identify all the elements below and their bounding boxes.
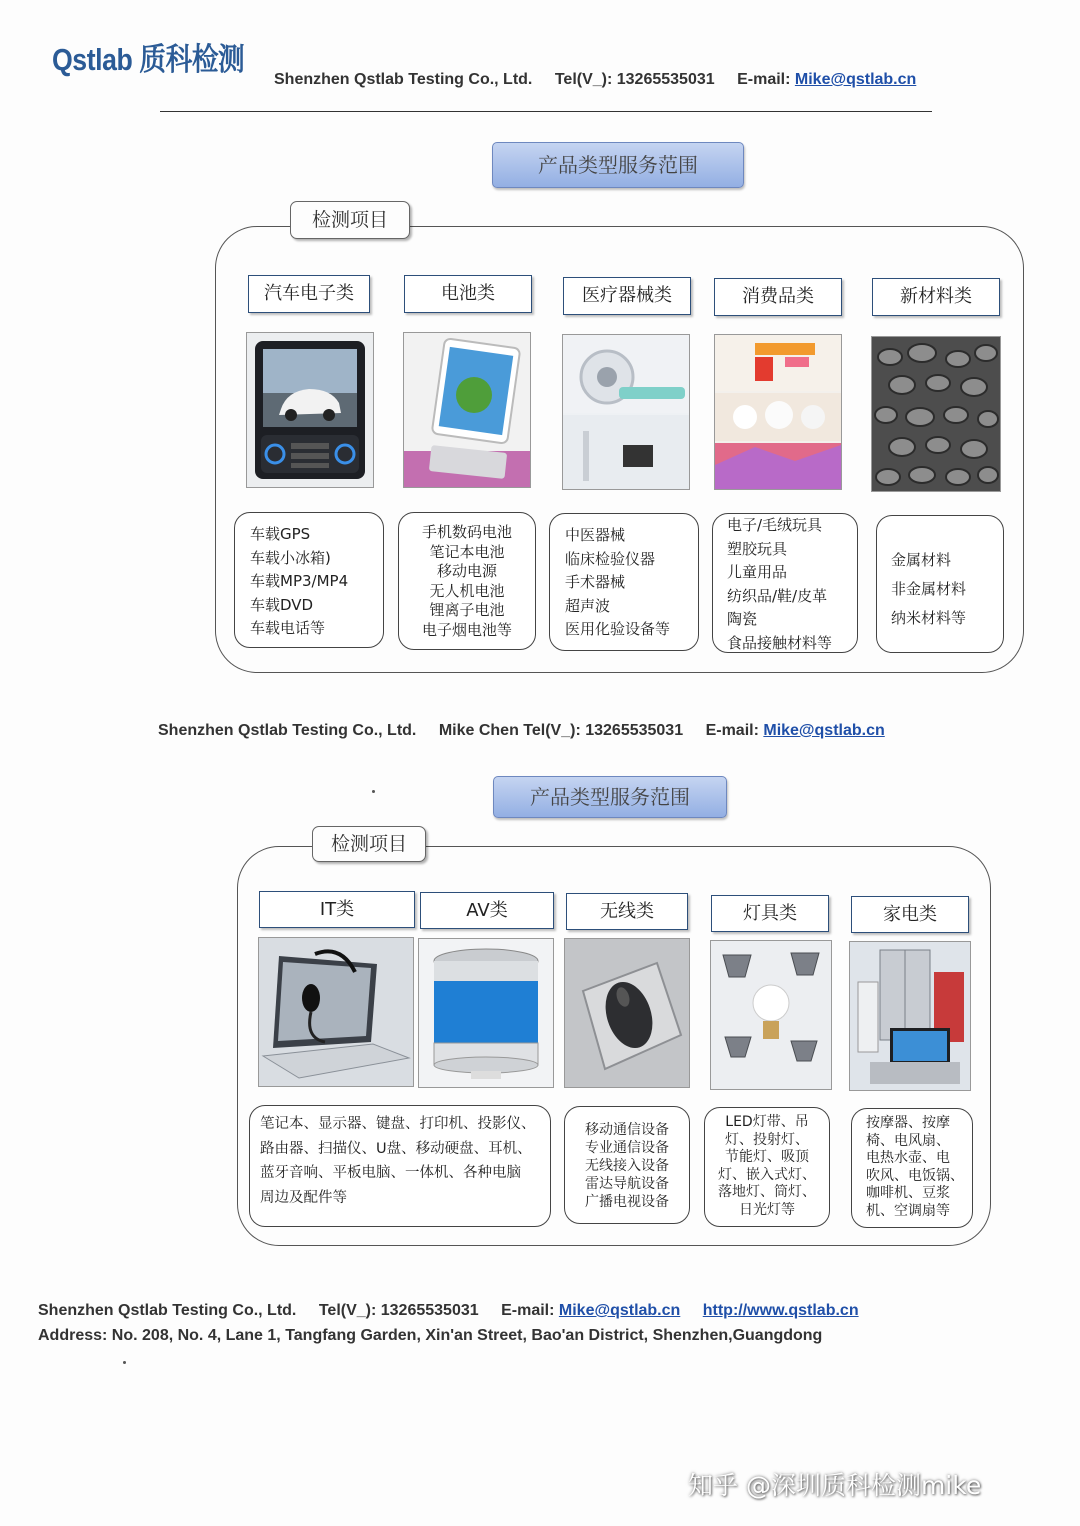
section2-tag: 检测项目 <box>312 826 426 862</box>
list-item: 蓝牙音响、平板电脑、一体机、各种电脑 <box>260 1165 521 1181</box>
list-item: LED灯带、吊 <box>725 1114 809 1130</box>
list-item: 车载GPS <box>250 525 311 543</box>
battery-tablet-image <box>403 332 531 488</box>
speaker-image <box>418 938 554 1088</box>
new-materials-items <box>876 515 1004 653</box>
list-item: 金属材料 <box>891 551 952 569</box>
service-scope-banner: 产品类型服务范围 <box>492 142 744 188</box>
list-item: 手术器械 <box>565 573 626 591</box>
list-item: 专业通信设备 <box>585 1140 669 1156</box>
list-item: 移动电源 <box>436 562 497 580</box>
list-item: 咖啡机、豆浆 <box>866 1185 950 1201</box>
list-item: 灯、嵌入式灯、 <box>718 1166 816 1183</box>
list-item: 雷达导航设备 <box>585 1176 669 1192</box>
mid-email-link[interactable]: Mike@qstlab.cn <box>763 722 885 739</box>
category-lighting: 灯具类 <box>711 895 829 932</box>
appliances-image <box>849 941 971 1091</box>
list-item: 灯、投射灯、 <box>725 1131 809 1148</box>
led-bulbs-image <box>710 940 832 1090</box>
category-consumer: 消费品类 <box>714 278 842 316</box>
list-item: 锂离子电池 <box>429 601 505 619</box>
footer-tel: Tel(V_): 13265535031 <box>318 1302 479 1319</box>
list-item: 车载电话等 <box>250 619 326 637</box>
list-item: 移动通信设备 <box>585 1122 669 1138</box>
list-item: 车载MP3/MP4 <box>250 572 349 590</box>
category-battery: 电池类 <box>404 275 532 313</box>
list-item: 车载小冰箱) <box>250 548 331 567</box>
header-company: Shenzhen Qstlab Testing Co., Ltd. <box>274 71 533 88</box>
list-item: 儿童用品 <box>727 563 788 581</box>
it-av-items <box>249 1105 551 1227</box>
list-item: 纺织品/鞋/皮革 <box>727 586 828 605</box>
wireless-mouse-image <box>564 938 690 1088</box>
list-item: 周边及配件等 <box>260 1189 347 1206</box>
list-item: 医用化验设备等 <box>565 620 671 638</box>
consumer-goods-image <box>714 334 842 490</box>
header-divider <box>160 111 932 112</box>
car-stereo-illustration <box>247 333 373 487</box>
list-item: 手机数码电池 <box>421 523 512 541</box>
category-medical: 医疗器械类 <box>563 277 691 315</box>
zhihu-watermark: 知乎 @深圳质科检测mike <box>688 1471 982 1500</box>
header-email-label: E-mail: <box>737 71 791 88</box>
medical-illustration <box>563 335 689 489</box>
list-item: 笔记本、显示器、键盘、打印机、投影仪、 <box>260 1116 536 1132</box>
header-tel: Tel(V_): 13265535031 <box>554 71 715 88</box>
footer-email-link[interactable]: Mike@qstlab.cn <box>558 1302 681 1319</box>
list-item: 日光灯等 <box>739 1201 795 1218</box>
mouse-illustration <box>565 939 689 1087</box>
list-item: 非金属材料 <box>891 580 967 598</box>
list-item: 椅、电风扇、 <box>866 1132 950 1149</box>
section1-tag: 检测项目 <box>290 201 410 239</box>
new-materials-image <box>871 336 1001 492</box>
category-it: IT类 <box>259 891 415 928</box>
footer-address: Address: No. 208, No. 4, Lane 1, Tangfang Garden, Xin'an Street, Bao'an District, Shenzhen,Guangdong <box>38 1327 823 1344</box>
category-new-materials: 新材料类 <box>872 278 1000 316</box>
medical-items <box>549 513 699 651</box>
list-item: 节能灯、吸顶 <box>725 1149 809 1165</box>
list-item: 机、空调扇等 <box>866 1202 950 1219</box>
appliances-illustration <box>850 942 970 1090</box>
list-item: 塑胶玩具 <box>727 539 788 558</box>
lighting-items <box>704 1107 830 1227</box>
battery-items <box>398 512 536 650</box>
list-item: 食品接触材料等 <box>727 633 833 652</box>
list-item: 无线接入设备 <box>585 1158 669 1174</box>
footer-company: Shenzhen Qstlab Testing Co., Ltd. <box>38 1302 297 1319</box>
scan-speck <box>123 1361 126 1364</box>
list-item: 落地灯、筒灯、 <box>718 1184 816 1200</box>
laptop-illustration <box>259 938 413 1086</box>
list-item: 吹风、电饭锅、 <box>866 1167 964 1184</box>
category-auto-electronics: 汽车电子类 <box>248 275 370 313</box>
list-item: 中医器械 <box>565 526 626 544</box>
mid-company: Shenzhen Qstlab Testing Co., Ltd. <box>158 722 417 739</box>
micrograph-illustration <box>872 337 1000 491</box>
appliances-items <box>851 1108 973 1228</box>
bulbs-illustration <box>711 941 831 1089</box>
wireless-items <box>564 1106 690 1224</box>
list-item: 电子烟电池等 <box>421 620 512 639</box>
header-email-link[interactable]: Mike@qstlab.cn <box>794 71 917 88</box>
medical-devices-image <box>562 334 690 490</box>
mid-contact <box>158 722 885 740</box>
tablet-illustration <box>404 333 530 487</box>
list-item: 按摩器、按摩 <box>866 1115 950 1131</box>
company-logo: Qstlab 质科检测 <box>52 42 245 77</box>
consumer-items <box>712 513 858 653</box>
footer-website-link[interactable]: http://www.qstlab.cn <box>702 1302 859 1319</box>
footer-contact <box>38 1302 859 1320</box>
scan-speck <box>372 790 375 793</box>
list-item: 纳米材料等 <box>891 609 967 627</box>
auto-electronics-items <box>234 512 384 648</box>
laptop-headset-image <box>258 937 414 1087</box>
service-scope-banner-2: 产品类型服务范围 <box>493 776 727 818</box>
list-item: 超声波 <box>565 596 611 615</box>
list-item: 无人机电池 <box>429 581 505 600</box>
list-item: 广播电视设备 <box>585 1194 669 1210</box>
header-contact <box>274 71 916 89</box>
list-item: 电热水壶、电 <box>866 1150 950 1166</box>
mid-tel: Mike Chen Tel(V_): 13265535031 <box>438 722 684 739</box>
footer-email-label: E-mail: <box>501 1302 555 1319</box>
category-appliances: 家电类 <box>851 896 969 933</box>
consumer-illustration <box>715 335 841 489</box>
list-item: 陶瓷 <box>727 610 758 628</box>
car-stereo-image <box>246 332 374 488</box>
list-item: 临床检验仪器 <box>565 549 656 568</box>
speaker-illustration <box>419 939 553 1087</box>
list-item: 笔记本电池 <box>429 542 505 561</box>
category-av: AV类 <box>420 892 554 929</box>
list-item: 路由器、扫描仪、U盘、移动硬盘、耳机、 <box>260 1140 532 1157</box>
mid-email-label: E-mail: <box>705 722 759 739</box>
list-item: 车载DVD <box>250 595 314 614</box>
list-item: 电子/毛绒玩具 <box>727 516 823 534</box>
category-wireless: 无线类 <box>566 893 688 930</box>
